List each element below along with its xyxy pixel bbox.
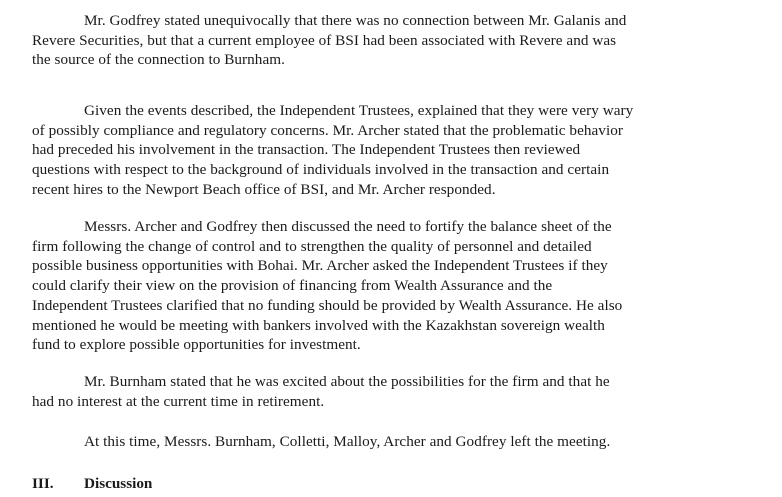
text-line: could clarify their view on the provision of financing from Wealth Assurance and the [32,277,553,295]
text-line: Mr. Burnham stated that he was excited about the possibilities for the firm and that he [84,373,610,390]
text-line: Revere Securities, but that a current employee of BSI had been associated with Revere and was [32,31,617,49]
text-line: Messrs. Archer and Godfrey then discussed the need to fortify the balance sheet of the [84,218,612,235]
paragraph-trustees-concerns [32,101,752,200]
section-title: Discussion [84,475,153,492]
text-line: mentioned he would be meeting with bankers involved with the Kazakhstan sovereign wealth [32,316,605,334]
text-line: Mr. Godfrey stated unequivocally that there was no connection between Mr. Galanis and [84,12,627,29]
text-line: recent hires to the Newport Beach office of BSI, and Mr. Archer responded. [32,180,496,198]
text-line: had preceded his involvement in the transaction. The Independent Trustees then reviewed [32,141,581,159]
paragraph-godfrey-statement [32,11,752,70]
text-line: Given the events described, the Independent Trustees, explained that they were very wary [84,102,634,119]
text-line: Independent Trustees clarified that no funding should be provided by Wealth Assurance. He also [32,296,623,314]
text-line: fund to explore possible opportunities for investment. [32,336,361,354]
text-line: of possibly compliance and regulatory concerns. Mr. Archer stated that the problematic behavior [32,121,623,139]
paragraph-left-meeting [32,432,752,452]
text-line: firm following the change of control and to strengthen the quality of personnel and detailed [32,237,592,255]
text-line: At this time, Messrs. Burnham, Colletti, Malloy, Archer and Godfrey left the meeting. [84,433,611,450]
text-line: had no interest at the current time in retirement. [32,392,325,410]
text-line: the source of the connection to Burnham. [32,51,285,69]
text-line: questions with respect to the background of individuals involved in the transaction and certain [32,161,610,179]
section-number: III. [32,475,54,492]
text-line: possible business opportunities with Bohai. Mr. Archer asked the Independent Trustees if they [32,257,608,275]
section-heading [32,474,152,494]
paragraph-burnham-statement [32,372,752,411]
paragraph-balance-sheet-discussion [32,217,752,355]
